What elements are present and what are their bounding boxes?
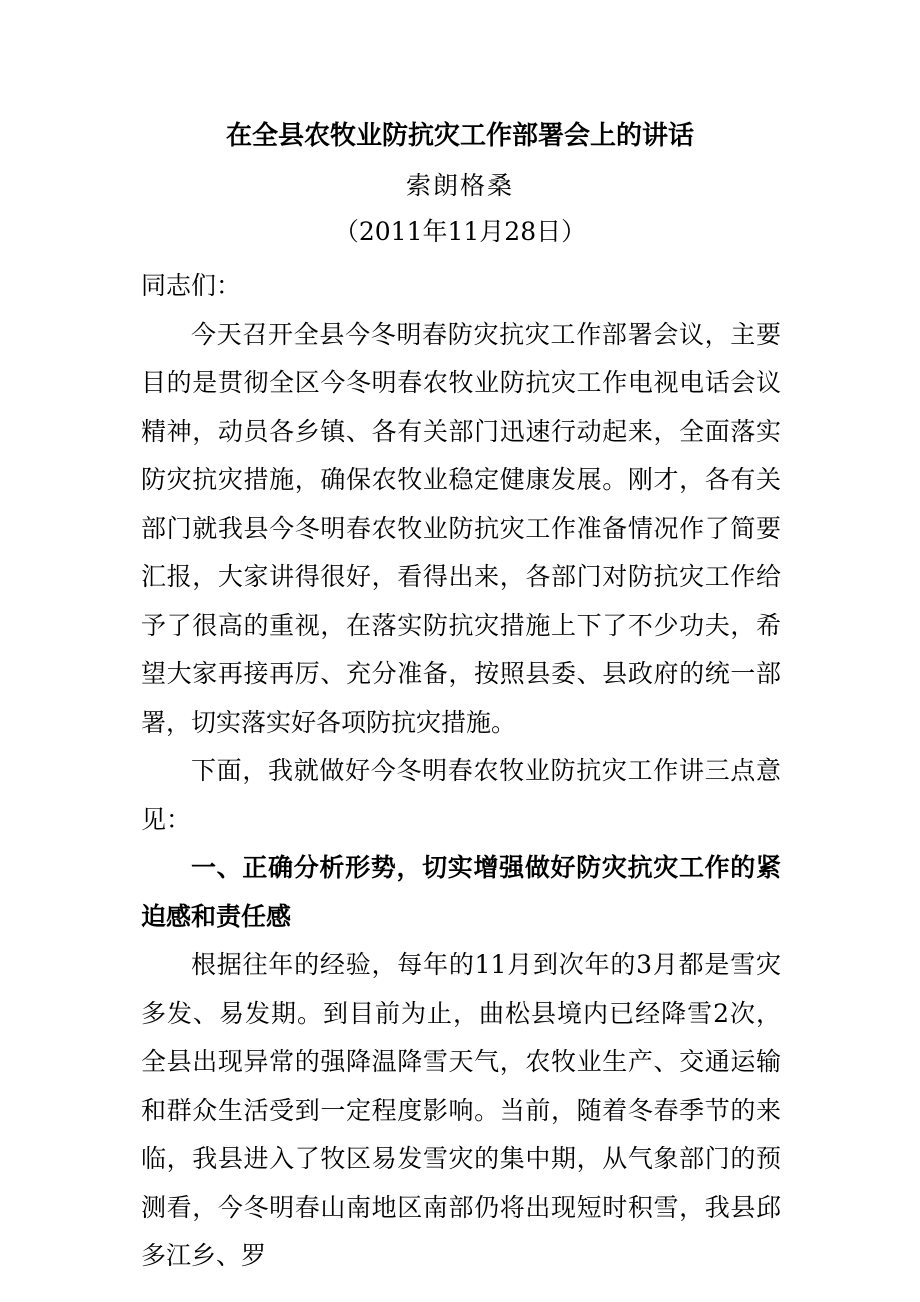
author-name: 索朗格桑	[405, 171, 514, 200]
body-paragraph: 下面，我就做好今冬明春农牧业防抗灾工作讲三点意见：	[141, 756, 781, 834]
section-paragraph: 根据往年的经验，每年的11月到次年的3月都是雪灾多发、易发期。到目前为止，曲松县境内已经降雪2次，全县出现异常的强降温降雪天气，农牧业生产、交通运输和群众生活受到一定程度影响。当前，随着冬春季节的来临，我县进入了牧区易发雪灾的集中期，从气象部门的预测看，今冬明春山南地区南部仍将出现短时积雪，我县邱多江乡、罗	[141, 950, 781, 1270]
body-paragraph: 今天召开全县今冬明春防灾抗灾工作部署会议，主要目的是贯彻全区今冬明春农牧业防抗灾工作电视电话会议精神，动员各乡镇、各有关部门迅速行动起来，全面落实防灾抗灾措施，确保农牧业稳定健康发展。刚才，各有关部门就我县今冬明春农牧业防抗灾工作准备情况作了简要汇报，大家讲得很好，看得出来，各部门对防抗灾工作给予了很高的重视，在落实防抗灾措施上下了不少功夫，希望大家再接再厉、充分准备，按照县委、县政府的统一部署，切实落实好各项防抗灾措施。	[141, 319, 781, 737]
speech-date: （2011年11月28日）	[333, 217, 587, 246]
salutation: 同志们：	[141, 271, 242, 300]
document-body	[141, 262, 781, 1281]
document-title: 在全县农牧业防抗灾工作部署会上的讲话	[225, 121, 694, 151]
section-heading: 一、正确分析形势，切实增强做好防灾抗灾工作的紧迫感和责任感	[141, 853, 781, 931]
